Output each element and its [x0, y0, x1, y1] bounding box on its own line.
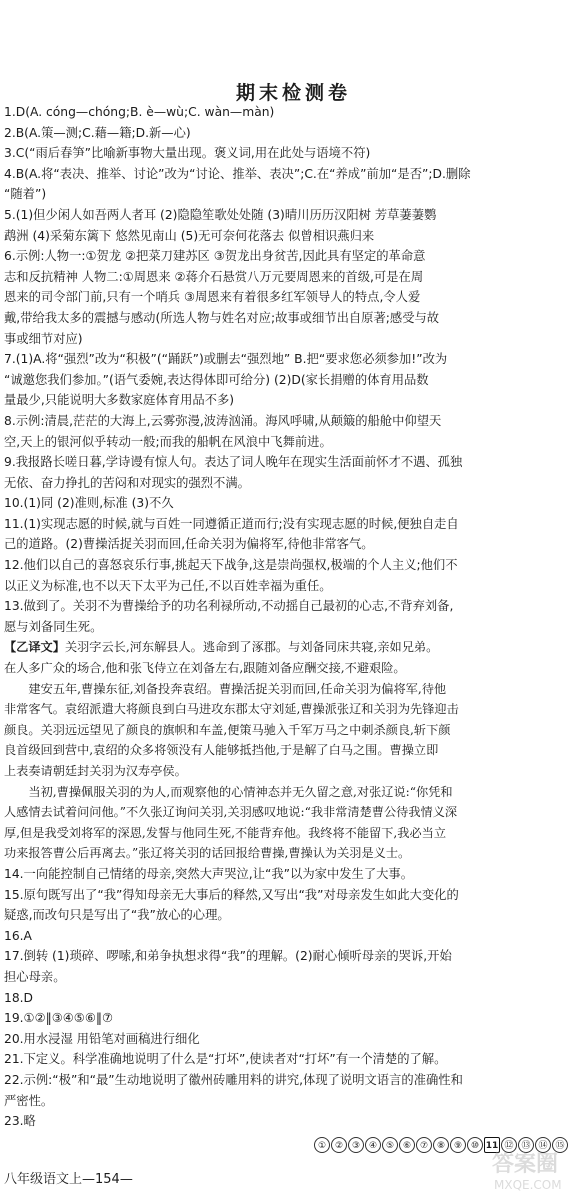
answer-line: 1.D(A. cóng—chóng;B. è—wù;C. wàn—màn): [4, 105, 275, 119]
answer-line: 11.(1)实现志愿的时候,就与百姓一同遵循正道而行;没有实现志愿的时候,便独自走自: [4, 516, 459, 531]
footer-page-label: 八年级语文上—154—: [4, 1172, 133, 1187]
answer-line: 19.①②‖③④⑤⑥‖⑦: [4, 1011, 114, 1026]
answer-line: 以正义为标准,也不以天下太平为己任,不以百姓幸福为重任。: [4, 578, 332, 593]
answer-line: 己的道路。(2)曹操活捉关羽而回,任命关羽为偏将军,待他非常客气。: [4, 537, 374, 552]
answer-line: 21.下定义。科学准确地说明了什么是“打坏”,使读者对“打坏”有一个清楚的了解。: [4, 1052, 447, 1067]
answer-line: 2.B(A.策—测;C.藉—籍;D.新—心): [4, 125, 191, 140]
answer-line: 严密性。: [4, 1093, 54, 1108]
page-title: 期末检测卷: [235, 82, 351, 104]
answer-line: 7.(1)A.将“强烈”改为“积极”(“踊跃”)或删去“强烈地” B.把“要求您必须参加!”改为: [4, 352, 448, 367]
svg-text:MXQE.COM: MXQE.COM: [494, 1178, 562, 1192]
answer-content: [4, 102, 579, 1132]
answer-line: 16.A: [4, 928, 32, 943]
answer-line: 3.C(“雨后春笋”比喻新事物大量出现。褒义词,用在此处与语境不符): [4, 146, 371, 161]
answer-line: 空,天上的银河似乎转动一般;而我的船帆在风浪中飞舞前进。: [4, 434, 332, 449]
svg-text:答案圈: 答案圈: [492, 1152, 559, 1177]
answer-line: 担心母亲。: [4, 969, 66, 984]
page-marker: ①: [314, 1137, 330, 1153]
answer-line: 事或细节对应): [4, 331, 83, 346]
page-marker: ⑤: [382, 1137, 398, 1153]
answer-line: 量最少,只能说明大多数家庭体育用品不多): [4, 393, 235, 408]
page-marker: ⑬: [518, 1137, 534, 1153]
answer-line: 12.他们以自己的喜怒哀乐行事,挑起天下战争,这是崇尚强权,极端的个人主义;他们不: [4, 558, 458, 573]
page-marker: ⑭: [535, 1137, 551, 1153]
translation-line: 在人多广众的场合,他和张飞侍立在刘备左右,跟随刘备应酬交接,不避艰险。: [4, 661, 406, 676]
answer-line: 鹉洲 (4)采菊东篱下 悠然见南山 (5)无可奈何花落去 似曾相识燕归来: [4, 228, 375, 243]
translation-tag: 【乙译文】: [4, 640, 65, 655]
answer-line: 6.示例:人物一:①贺龙 ②把菜刀建苏区 ③贺龙出身贫苦,因此具有坚定的革命意: [4, 249, 426, 264]
page-marker: ⑩: [467, 1137, 483, 1153]
translation-line: 功来报答曹公后再离去。”张辽将关羽的话回报给曹操,曹操认为关羽是义士。: [4, 846, 411, 861]
answers-part-2: [4, 864, 579, 1132]
watermark-logo-icon: [488, 1145, 583, 1195]
answer-line: 13.做到了。关羽不为曹操给予的功名利禄所动,不动摇自己最初的心志,不背弃刘备,: [4, 599, 454, 614]
page-marker: ⑫: [501, 1137, 517, 1153]
answer-line: 4.B(A.将“表决、推举、讨论”改为“讨论、推举、表决”;C.在“养成”前加“是否”;D.删除: [4, 166, 471, 181]
translation-line: 良首级回到营中,袁绍的众多将领没有人能够抵挡他,于是解了白马之围。曹操立即: [4, 743, 439, 758]
answer-line: 志和反抗精神 人物二:①周恩来 ②蒋介石悬赏八万元要周恩来的首级,可是在周: [4, 269, 424, 284]
answer-line: 17.倒转 (1)琐碎、啰嗦,和弟争执想求得“我”的理解。(2)耐心倾听母亲的哭诉,开始: [4, 949, 452, 964]
translation-line: 颜良。关羽远远望见了颜良的旗帜和车盖,便策马驰入千军万马之中刺杀颜良,斩下颜: [4, 722, 451, 737]
answer-line: 疑惑,而改句只是写出了“我”放心的心理。: [4, 908, 230, 923]
translation-line: 建安五年,曹操东征,刘备投奔袁绍。曹操活捉关羽而回,任命关羽为偏将军,待他: [28, 681, 447, 696]
answer-line: 恩来的司令部门前,只有一个哨兵 ③周恩来有着很多红军领导人的特点,令人爱: [4, 290, 421, 305]
answer-line: 14.一向能控制自己情绪的母亲,突然大声哭泣,让“我”以为家中发生了大事。: [4, 866, 414, 881]
answer-line: 23.略: [4, 1114, 36, 1129]
page-marker: ④: [365, 1137, 381, 1153]
answer-line: “随着”): [4, 187, 47, 202]
translation-line: 非常客气。袁绍派遣大将颜良到白马进攻东郡太守刘延,曹操派张辽和关羽为先锋迎击: [4, 702, 459, 717]
answers-part-1: [4, 102, 579, 637]
answer-line: 9.我报路长嗟日暮,学诗谩有惊人句。表达了词人晚年在现实生活面前怀才不遇、孤独: [4, 455, 463, 470]
page-marker: ③: [348, 1137, 364, 1153]
translation-line: 关羽字云长,河东解县人。逃命到了涿郡。与刘备同床共寝,亲如兄弟。: [64, 640, 439, 655]
answer-line: 愿与刘备同生死。: [4, 619, 103, 634]
answer-line: “诚邀您我们参加。”(语气委婉,表达得体即可给分) (2)D(家长捐赠的体育用品数: [4, 372, 429, 387]
answer-line: 8.示例:清晨,茫茫的大海上,云雾弥漫,波涛汹涌。海风呼啸,从颠簸的船舱中仰望天: [4, 413, 442, 428]
translation-line: 当初,曹操佩服关羽的为人,而观察他的心情神态并无久留之意,对张辽说:“你凭和: [28, 784, 453, 799]
translation-line: 厚,但是我受刘将军的深恩,发誓与他同生死,不能背弃他。我终将不能留下,我必当立: [4, 825, 447, 840]
page-marker: ⑧: [433, 1137, 449, 1153]
page-marker: ⑮: [552, 1137, 568, 1153]
translation-block: [4, 637, 579, 864]
page-marker: ⑦: [416, 1137, 432, 1153]
page-marker: ⑨: [450, 1137, 466, 1153]
page-marker: ②: [331, 1137, 347, 1153]
answer-line: 22.示例:“极”和“最”生动地说明了徽州砖雕用料的讲究,体现了说明文语言的准确性和: [4, 1072, 463, 1087]
translation-line: 上表奏请朝廷封关羽为汉寿亭侯。: [4, 764, 187, 778]
answer-line: 15.原句既写出了“我”得知母亲无大事后的释然,又写出“我”对母亲发生如此大变化的: [4, 887, 459, 902]
answer-line: 戴,带给我太多的震撼与感动(所选人物与姓名对应;故事或细节出自原著;感受与故: [4, 310, 440, 325]
page-marker: 11: [484, 1137, 500, 1153]
page-marker: ⑥: [399, 1137, 415, 1153]
translation-line: 人感情去试着问问他。”不久张辽询问关羽,关羽感叹地说:“我非常清楚曹公待我情义深: [4, 805, 458, 820]
answer-line: 10.(1)同 (2)准则,标准 (3)不久: [4, 496, 174, 511]
answer-line: 无依、奋力挣扎的苦闷和对现实的强烈不满。: [4, 475, 250, 490]
answer-line: 5.(1)但少闲人如吾两人者耳 (2)隐隐笙歌处处随 (3)晴川历历汉阳树 芳草萋萋鹦: [4, 207, 437, 222]
answer-line: 20.用水浸湿 用铅笔对画稿进行细化: [4, 1031, 200, 1046]
answer-line: 18.D: [4, 990, 34, 1005]
